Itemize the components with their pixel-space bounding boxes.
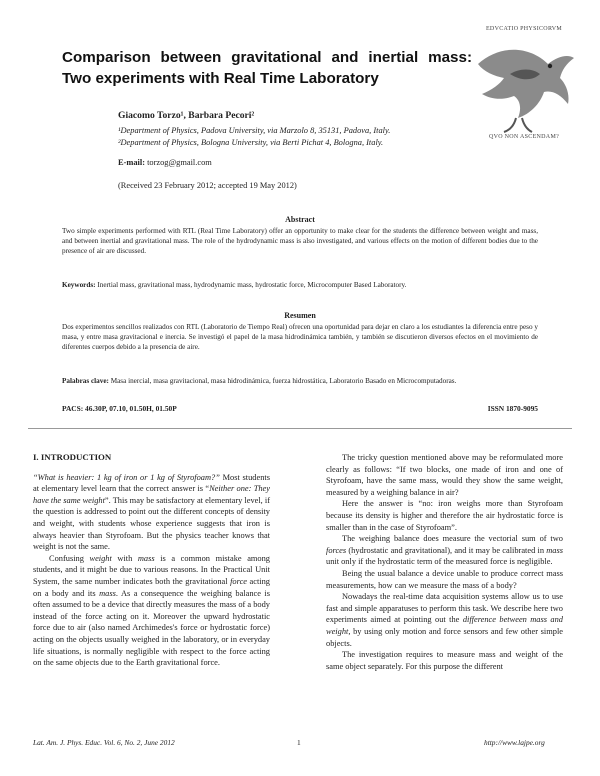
issn: ISSN 1870-9095 (487, 404, 538, 413)
palabras-clave-label: Palabras clave: (62, 377, 109, 385)
logo-motto-bottom: QVO NON ASCENDAM? (488, 134, 560, 140)
pacs-codes: PACS: 46.30P, 07.10, 01.50H, 01.50P (62, 404, 177, 413)
pacs-line (62, 404, 538, 413)
affiliation-1: ¹Department of Physics, Padova University, via Marzolo 8, 35131, Padova, Italy. (118, 126, 391, 135)
eagle-icon (470, 34, 578, 146)
email-line (118, 158, 212, 167)
page-number: 1 (297, 738, 301, 747)
intro-paragraph-1: “What is heavier: 1 kg of iron or 1 kg of Styrofoam?” Most students at elementary level learn that the correct answer is “Neither one: They have the same weight”. This may be satisfactory at elementary level, if the question is addressed to point out the different concepts of density and weight, with students whose experience suggests that iron is always heavier than Styrofoam. But the physics teacher knows that weight is not the same. (33, 472, 270, 552)
authors: Giacomo Torzo¹, Barbara Pecori² (118, 110, 255, 121)
intro-question: “What is heavier: 1 kg of iron or 1 kg of Styrofoam?” (33, 472, 220, 482)
paper-title: Comparison between gravitational and inertial mass: Two experiments with Real Time Laboratory (62, 49, 472, 87)
right-column (326, 452, 563, 672)
footer-url[interactable]: http://www.lajpe.org (484, 738, 545, 747)
intro-column (33, 452, 270, 669)
keywords-label: Keywords: (62, 281, 96, 289)
right-paragraph-3: The weighing balance does measure the vectorial sum of two forces (hydrostatic and gravitational), and it may be calibrated in mass unit only if the hydrostatic term of the measured force is negligible. (326, 534, 563, 567)
right-paragraph-6: The investigation requires to measure mass and weight of the same object separately. For this purpose the different (326, 650, 563, 671)
right-paragraph-5: Nowadays the real-time data acquisition systems allow us to use fast and simple apparatuses to perform this task. We describe here two experiments aimed at pointing out the difference between mass and weight, by using only motion and force sensors and few other simple objects. (326, 592, 563, 648)
email-label: E-mail: (118, 158, 145, 167)
section-divider (28, 428, 572, 429)
received-dates: (Received 23 February 2012; accepted 19 May 2012) (118, 181, 297, 190)
abstract-heading: Abstract (285, 215, 315, 224)
keywords-text: Inertial mass, gravitational mass, hydrodynamic mass, hydrostatic force, Microcomputer Based Laboratory. (97, 281, 407, 289)
right-paragraph-2: Here the answer is “no: iron weighs more than Styrofoam because its density is higher and therefore the air hydrostatic force is smaller than in the case of Styrofoam”. (326, 499, 563, 532)
resumen-keywords (62, 376, 538, 386)
palabras-clave-text: Masa inercial, masa gravitacional, masa hidrodinámica, fuerza hidrostática, Laboratorio Basado en Microcomputadoras. (110, 377, 457, 385)
affiliation-2: ²Department of Physics, Bologna University, via Berti Pichat 4, Bologna, Italy. (118, 138, 384, 147)
abstract-keywords (62, 280, 538, 290)
intro-paragraph-2: Confusing weight with mass is a common mistake among students, and it might be due to various reasons. In the Practical Unit System, the same number indicates both the gravitational force acting on a body and its mass. As a consequence the weighing balance is often assumed to be a device that directly measures the mass of a body instead of the force acting on it. Moreover the upward hydrostatic force due to air (also named Archimedes's force or hydrostatic force) acting on the objects usually weighed in the laboratory, or in everyday life situations, is normally negligible with respect to the force acting on the same objects due to the Earth gravitational force. (33, 553, 270, 668)
resumen-heading: Resumen (284, 311, 316, 320)
logo-motto-top: EDVCATIO PHYSICORVM (485, 26, 563, 32)
abstract-text: Two simple experiments performed with RTL (Real Time Laboratory) offer an opportunity to make clear for the students the difference between weight and mass, and between inertial and gravitational mass. The role of the hydrodynamic mass is also investigated, and various effects on the motion of different bodies due to the presence of air are discussed. (62, 227, 538, 255)
footer-journal: Lat. Am. J. Phys. Educ. Vol. 6, No. 2, June 2012 (33, 738, 175, 747)
right-paragraph-4: Being the usual balance a device unable to produce correct mass measurements, how can we measure the mass of a body? (326, 568, 563, 590)
resumen-text: Dos experimentos sencillos realizados con RTL (Laboratorio de Tiempo Real) ofrecen una oportunidad para dejar en claro a los estudiantes la diferencia entre peso y masa, y entre masa gravitacional e inercia. Se investigó el papel de la masa hidrodinámica también, y también se discutieron diversos efectos en el movimiento de diferentes cuerpos debido a la presencia de aire. (62, 323, 538, 351)
email-address[interactable]: torzog@gmail.com (147, 158, 212, 167)
right-paragraph-1: The tricky question mentioned above may be reformulated more clearly as follows: “If two blocks, one made of iron and one of Styrofoam, have the same mass, would they show the same weight, measured by a weighing balance in air? (326, 453, 563, 497)
intro-heading: I. INTRODUCTION (33, 452, 112, 462)
journal-logo (470, 26, 578, 148)
